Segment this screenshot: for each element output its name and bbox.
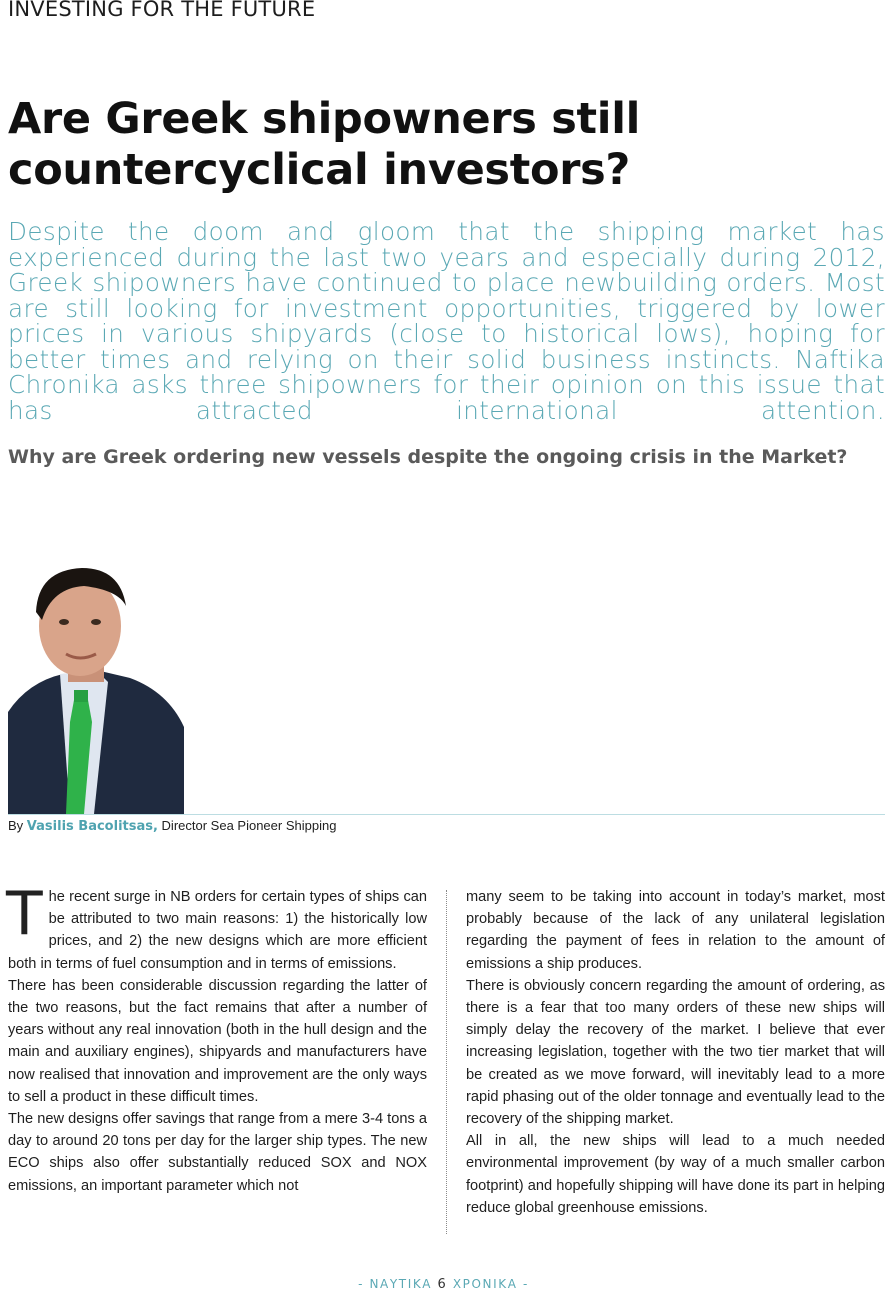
footer-right: ΧΡΟΝΙΚΑ - [452, 1277, 529, 1291]
byline-prefix: By [8, 818, 24, 833]
paragraph: many seem to be taking into account in today’s market, most probably because of the lack of any unilateral legislation regarding the payment of fees in relation to the amount of emissions a ship produces. [466, 889, 885, 972]
article-column-right [466, 886, 885, 1219]
paragraph: There has been considerable discussion regarding the latter of the two reasons, but the fact remains that after a number of years without any real innovation (both in the hull design and the main and auxiliary engines), shipyards and manufacturers have now realised that innovation and improvement are the only ways to sell a product in these difficult times. [8, 977, 427, 1105]
section-label: INVESTING FOR THE FUTURE [8, 0, 316, 21]
footer-left: - ΝΑΥΤΙΚΑ [358, 1277, 433, 1291]
byline [8, 818, 336, 834]
standfirst: Despite the doom and gloom that the shipping market has experienced during the last two years and especially during 2012, Greek shipowners have continued to place newbuilding orders. Most are still looking for investment opportunities, triggered by lower prices in various shipyards (close to historical lows), hoping for better times and relying on their solid business instincts. Naftika Chronika asks three shipowners for their opinion on this issue that has attracted international attention. [8, 217, 885, 425]
headline-line-2: countercyclical investors? [8, 145, 631, 195]
page-number: 6 [437, 1277, 448, 1292]
page-title [8, 94, 878, 196]
author-role: Director Sea Pioneer Shipping [161, 818, 337, 833]
paragraph: The new designs offer savings that range from a mere 3-4 tons a day to around 20 tons per day for the larger ship types. The new ECO ships also offer substantially reduced SOX and NOX emissions, an important parameter which not [8, 1111, 427, 1194]
paragraph: All in all, the new ships will lead to a much needed environmental improvement (by way of a much smaller carbon footprint) and hopefully shipping will have done its part in helping reduce global greenhouse emissions. [466, 1133, 885, 1216]
interview-question: Why are Greek ordering new vessels despite the ongoing crisis in the Market? [8, 446, 848, 468]
drop-cap: T [6, 879, 43, 949]
headline-line-1: Are Greek shipowners still [8, 94, 641, 144]
author-name: Vasilis Bacolitsas, [26, 819, 158, 834]
paragraph: There is obviously concern regarding the amount of ordering, as there is a fear that too many orders of these new ships will simply delay the recovery of the market. I believe that ever increasing legislation, together with the two tier market that will be created as we move forward, will inevitably lead to a more rapid phasing out of the older tonnage and eventually lead to the recovery of the shipping market. [466, 977, 885, 1128]
article-column-left [6, 879, 427, 1197]
portrait-photo [8, 562, 184, 814]
paragraph: he recent surge in NB orders for certain types of ships can be attributed to two main reasons: 1) the historically low prices, and 2) the new designs which are more efficient both in terms of fuel consumption and in terms of emissions. [8, 889, 427, 972]
divider-line [8, 814, 885, 815]
page-footer [0, 1277, 887, 1292]
column-divider [446, 890, 447, 1234]
